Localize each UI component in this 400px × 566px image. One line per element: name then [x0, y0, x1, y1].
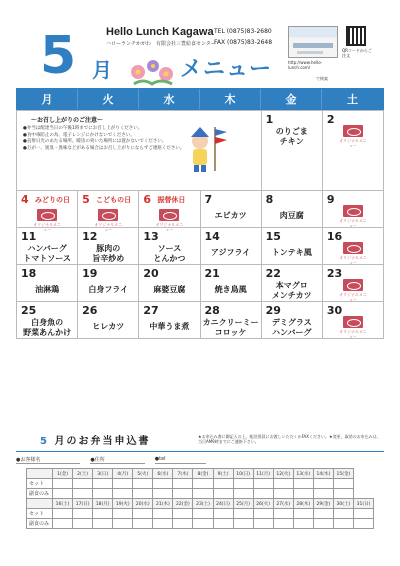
order-quantity-cell[interactable]: [53, 509, 73, 519]
order-note: ★お申込み書に御記入の上、配送係員にお渡しいただくかFAXください。★変更、取消のお申込みは、当日AM9時までにご連絡下さい。: [198, 434, 381, 444]
brand-name: Hello Lunch Kagawa: [106, 26, 214, 38]
day-number: 13: [143, 230, 159, 243]
calendar-day-30: [323, 302, 384, 339]
flower-illustration-icon: [128, 56, 178, 90]
calendar-day-21: [201, 265, 262, 302]
calendar-day-27: [139, 302, 200, 339]
order-date: 23(土): [193, 499, 213, 509]
calendar-day-8: [262, 191, 323, 228]
weekday-sat: 土: [347, 93, 358, 106]
order-date: 18(月): [93, 499, 113, 509]
order-quantity-cell[interactable]: [73, 479, 93, 489]
calendar-body: [16, 110, 384, 339]
day-number: 19: [82, 267, 98, 280]
order-quantity-cell[interactable]: [193, 509, 213, 519]
order-quantity-cell[interactable]: [253, 479, 273, 489]
notice-line: ●万が一、異臭・異味などがある場合はお召し上がりにならずご連絡ください。: [23, 145, 185, 151]
calendar-day-6: [139, 191, 200, 232]
day-number: 4: [21, 193, 29, 206]
dish-name: ハンバーグ トマトソース: [23, 244, 71, 263]
calendar-day-15: [262, 228, 323, 265]
website-screenshot-image: [288, 26, 338, 58]
original-menu-label: オリジナルメニュー: [33, 222, 61, 232]
order-quantity-cell[interactable]: [353, 519, 373, 529]
order-quantity-cell[interactable]: [213, 519, 233, 529]
order-quantity-cell[interactable]: [333, 489, 353, 499]
notice-line: ●直射日光のあたる場所、暖房の効いた場所には置かないでください。: [23, 139, 167, 144]
order-date: 3(日): [93, 469, 113, 479]
address-field[interactable]: ●住所: [90, 456, 144, 464]
order-quantity-cell[interactable]: [253, 519, 273, 529]
dish-name: 本マグロ メンチカツ: [271, 281, 312, 300]
order-quantity-cell[interactable]: [213, 509, 233, 519]
order-date: 27(水): [273, 499, 293, 509]
order-quantity-cell[interactable]: [173, 479, 193, 489]
order-quantity-cell[interactable]: [133, 519, 153, 529]
calendar-day-1: [262, 111, 323, 191]
dish-name: アジフライ: [210, 248, 251, 257]
website-url[interactable]: http://www.hello-lunch.com/: [288, 60, 323, 70]
order-date: 28(木): [293, 499, 313, 509]
order-date: 22(金): [173, 499, 193, 509]
order-quantity-cell[interactable]: [113, 509, 133, 519]
weekday-thu: 木: [200, 89, 261, 109]
order-quantity-row: [27, 509, 374, 519]
order-date: 30(土): [333, 499, 353, 509]
order-date-row: [27, 499, 374, 509]
calendar-day-19: [78, 265, 139, 302]
order-quantity-cell[interactable]: [313, 509, 333, 519]
original-menu-icon: [343, 205, 363, 217]
holiday-name: みどりの日: [35, 196, 70, 204]
corner-cell: [27, 499, 53, 509]
order-quantity-cell[interactable]: [313, 519, 333, 529]
order-quantity-cell[interactable]: [173, 489, 193, 499]
day-number: 23: [326, 267, 343, 280]
original-menu-badge: [338, 125, 368, 148]
dish-name: デミグラス ハンバーグ: [271, 318, 312, 337]
day-number: 22: [265, 267, 281, 280]
original-menu-icon: [343, 316, 363, 328]
calendar-day-25: [17, 302, 78, 339]
weekday-tue: 火: [78, 89, 139, 109]
order-quantity-cell[interactable]: [333, 509, 353, 519]
brand-subtitle: ハローランチかがわ 有限会社三豊給食センター: [106, 41, 216, 47]
order-quantity-cell[interactable]: [93, 519, 113, 529]
order-date-row: [27, 469, 374, 479]
order-quantity-cell[interactable]: [53, 489, 73, 499]
day-number: 28: [204, 304, 220, 317]
original-menu-badge: [338, 205, 368, 228]
day-number: 12: [82, 230, 98, 243]
day-number: 11: [21, 230, 37, 243]
order-date: 6(水): [153, 469, 173, 479]
order-date: 26(火): [253, 499, 273, 509]
month-number: 5: [40, 26, 77, 86]
original-menu-label: オリジナルメニュー: [339, 292, 367, 302]
order-quantity-cell[interactable]: [233, 489, 253, 499]
dish-name: 白身フライ: [88, 285, 129, 294]
order-quantity-cell[interactable]: [93, 489, 113, 499]
dish-name: のりごま チキン: [275, 127, 308, 146]
calendar-day-16: [323, 228, 384, 265]
original-menu-icon: [343, 125, 363, 137]
page-title: メニュー: [180, 57, 273, 82]
order-quantity-cell[interactable]: [173, 509, 193, 519]
order-quantity-cell[interactable]: [153, 489, 173, 499]
order-quantity-cell[interactable]: [293, 489, 313, 499]
holiday-name: 振替休日: [157, 196, 186, 204]
day-number: 21: [204, 267, 220, 280]
day-number: 26: [82, 304, 98, 317]
customer-name-field[interactable]: ●お客様名: [16, 456, 80, 464]
day-number: 9: [326, 193, 335, 206]
order-date: 2(土): [73, 469, 93, 479]
care-notice: [17, 111, 262, 191]
order-date: 5(火): [133, 469, 153, 479]
original-menu-badge: [338, 316, 368, 339]
day-number: 20: [143, 267, 159, 280]
calendar-day-29: [262, 302, 323, 339]
order-quantity-cell[interactable]: [193, 479, 213, 489]
calendar-day-7: [201, 191, 262, 228]
calendar-day-5: [78, 191, 139, 232]
dish-name: エビカツ: [214, 211, 247, 220]
order-quantity-cell[interactable]: [213, 489, 233, 499]
calendar-day-2: [323, 111, 384, 191]
order-quantity-cell[interactable]: [93, 479, 113, 489]
order-quantity-cell[interactable]: [293, 519, 313, 529]
day-number: 25: [21, 304, 37, 317]
customer-fields: [16, 456, 384, 464]
original-menu-label: オリジナルメニュー: [155, 222, 184, 232]
order-quantity-row: [27, 519, 374, 529]
day-number: 2: [326, 113, 335, 126]
calendar-day-11: [17, 228, 78, 265]
dish-name: 白身魚の 野菜あんかけ: [23, 318, 72, 337]
order-date: 20(水): [133, 499, 153, 509]
order-date: 12(火): [273, 469, 293, 479]
order-row-label: セット: [27, 509, 53, 519]
order-quantity-cell[interactable]: [133, 509, 153, 519]
order-quantity-cell[interactable]: [73, 509, 93, 519]
calendar-day-28: [201, 302, 262, 339]
dish-name: 焼き鳥風: [214, 285, 247, 294]
original-menu-badge: [338, 242, 368, 265]
order-quantity-cell[interactable]: [293, 509, 313, 519]
order-quantity-cell[interactable]: [253, 509, 273, 519]
calendar-day-20: [139, 265, 200, 302]
day-number: 8: [265, 193, 274, 206]
dish-name: 肉豆腐: [279, 211, 304, 220]
order-date: 4(月): [113, 469, 133, 479]
order-table: [26, 468, 374, 529]
order-quantity-cell[interactable]: [133, 489, 153, 499]
order-quantity-cell[interactable]: [113, 479, 133, 489]
order-quantity-row: [27, 479, 374, 489]
order-date: 17(日): [73, 499, 93, 509]
order-quantity-cell[interactable]: [293, 479, 313, 489]
order-quantity-cell[interactable]: [353, 509, 373, 519]
day-number: 18: [21, 267, 37, 280]
original-menu-label: オリジナルメニュー: [339, 218, 367, 228]
order-quantity-cell[interactable]: [113, 489, 133, 499]
menu-calendar: [16, 88, 384, 339]
order-row-label: セット: [27, 479, 53, 489]
original-menu-label: オリジナルメニュー: [94, 222, 123, 232]
order-quantity-cell[interactable]: [233, 509, 253, 519]
original-menu-label: オリジナルメニュー: [339, 329, 367, 339]
search-label: で検索: [316, 76, 328, 81]
original-menu-label: オリジナルメニュー: [339, 138, 367, 148]
order-quantity-cell[interactable]: [93, 509, 113, 519]
order-quantity-cell[interactable]: [253, 489, 273, 499]
day-number: 6: [143, 193, 151, 206]
original-menu-icon: [159, 209, 179, 221]
notice-title: 〜お召し上がりのご注意〜: [31, 117, 104, 124]
menu-flyer: [16, 18, 384, 556]
order-quantity-cell[interactable]: [53, 519, 73, 529]
order-date: 31(日): [353, 499, 373, 509]
original-menu-icon: [98, 209, 118, 221]
month-suffix: 月: [92, 58, 112, 82]
order-date: 13(水): [293, 469, 313, 479]
calendar-day-18: [17, 265, 78, 302]
order-quantity-cell[interactable]: [313, 489, 333, 499]
order-quantity-cell[interactable]: [273, 509, 293, 519]
original-menu-label: オリジナルメニュー: [339, 255, 367, 265]
calendar-day-4: [17, 191, 78, 232]
weekday-mon: 月: [17, 89, 78, 109]
order-quantity-cell[interactable]: [273, 479, 293, 489]
weekday-wed: 水: [139, 89, 200, 109]
order-quantity-cell[interactable]: [213, 479, 233, 489]
original-menu-icon: [343, 279, 363, 291]
calendar-day-22: [262, 265, 323, 302]
notice-line: ●弁当は配達当日の午後1時までにお召し上がりください。: [23, 126, 143, 131]
calendar-day-13: [139, 228, 200, 265]
dish-name: カニクリーミー コロッケ: [202, 318, 259, 337]
notice-line: ●食中毒防止の為、電子レンジにかけないでください。: [23, 132, 135, 138]
order-date: 25(月): [233, 499, 253, 509]
order-quantity-cell[interactable]: [193, 519, 213, 529]
phone-number: TEL (0875)83-2680: [214, 28, 272, 35]
order-quantity-cell[interactable]: [173, 519, 193, 529]
order-date: 11(月): [253, 469, 273, 479]
order-row-label: 副食のみ: [27, 489, 53, 499]
dish-name: 麻婆豆腐: [153, 285, 186, 294]
order-row-label: 副食のみ: [27, 519, 53, 529]
original-menu-icon: [37, 209, 57, 221]
divider: [16, 451, 384, 452]
order-quantity-cell[interactable]: [233, 479, 253, 489]
holiday-name: こどもの日: [96, 196, 132, 204]
calendar-day-23: [323, 265, 384, 302]
day-number: 27: [143, 304, 159, 317]
order-quantity-cell[interactable]: [313, 479, 333, 489]
corner-cell: [27, 469, 53, 479]
order-date: 19(火): [113, 499, 133, 509]
calendar-day-12: [78, 228, 139, 265]
order-date: 1(金): [53, 469, 73, 479]
original-menu-badge: [338, 279, 368, 302]
order-date: 21(木): [153, 499, 173, 509]
day-number: 7: [204, 193, 213, 206]
order-form: [16, 432, 384, 529]
order-date: 8(金): [193, 469, 213, 479]
order-date: 7(木): [173, 469, 193, 479]
order-quantity-cell[interactable]: [333, 479, 353, 489]
dish-name: 豚肉の 旨辛炒め: [92, 244, 125, 263]
calendar-day-26: [78, 302, 139, 339]
order-date: 29(金): [313, 499, 333, 509]
qr-code-icon: [346, 26, 366, 46]
order-quantity-row: [27, 489, 374, 499]
order-title-text: 月のお弁当申込書: [54, 436, 151, 447]
order-quantity-cell[interactable]: [153, 519, 173, 529]
qr-label: QRコードからご注文: [342, 48, 372, 58]
dish-name: トンテキ風: [271, 248, 312, 257]
order-date: 16(土): [53, 499, 73, 509]
order-quantity-cell[interactable]: [233, 519, 253, 529]
dish-name: ソース とんかつ: [153, 244, 186, 263]
dish-name: 油淋鶏: [35, 285, 60, 294]
tel-field[interactable]: ●tel: [155, 456, 206, 464]
order-date: 15(金): [333, 469, 353, 479]
order-quantity-cell[interactable]: [153, 479, 173, 489]
order-date: 9(土): [213, 469, 233, 479]
day-number: 30: [326, 304, 343, 317]
day-number: 29: [265, 304, 281, 317]
original-menu-icon: [343, 242, 363, 254]
calendar-day-9: [323, 191, 384, 228]
order-quantity-cell[interactable]: [273, 519, 293, 529]
fax-number: FAX (0875)83-2648: [214, 39, 273, 46]
order-quantity-cell[interactable]: [53, 479, 73, 489]
day-number: 5: [82, 193, 90, 206]
order-date: 24(日): [213, 499, 233, 509]
order-date: 14(木): [313, 469, 333, 479]
day-number: 16: [326, 230, 343, 243]
order-quantity-cell[interactable]: [153, 509, 173, 519]
day-number: 15: [265, 230, 281, 243]
dish-name: ヒレカツ: [92, 322, 125, 331]
order-quantity-cell[interactable]: [273, 489, 293, 499]
dish-name: 中華うま煮: [149, 322, 190, 331]
order-quantity-cell[interactable]: [193, 489, 213, 499]
order-quantity-cell[interactable]: [73, 489, 93, 499]
calendar-day-14: [201, 228, 262, 265]
order-month: 5: [40, 436, 49, 447]
weekday-header: [16, 88, 384, 110]
order-date: 10(日): [233, 469, 253, 479]
order-quantity-cell[interactable]: [73, 519, 93, 529]
order-quantity-cell[interactable]: [113, 519, 133, 529]
order-quantity-cell[interactable]: [133, 479, 153, 489]
weekday-fri: 金: [261, 89, 322, 109]
day-number: 1: [265, 113, 274, 126]
order-quantity-cell[interactable]: [333, 519, 353, 529]
day-number: 14: [204, 230, 220, 243]
boy-with-koinobori-icon: [185, 123, 229, 175]
